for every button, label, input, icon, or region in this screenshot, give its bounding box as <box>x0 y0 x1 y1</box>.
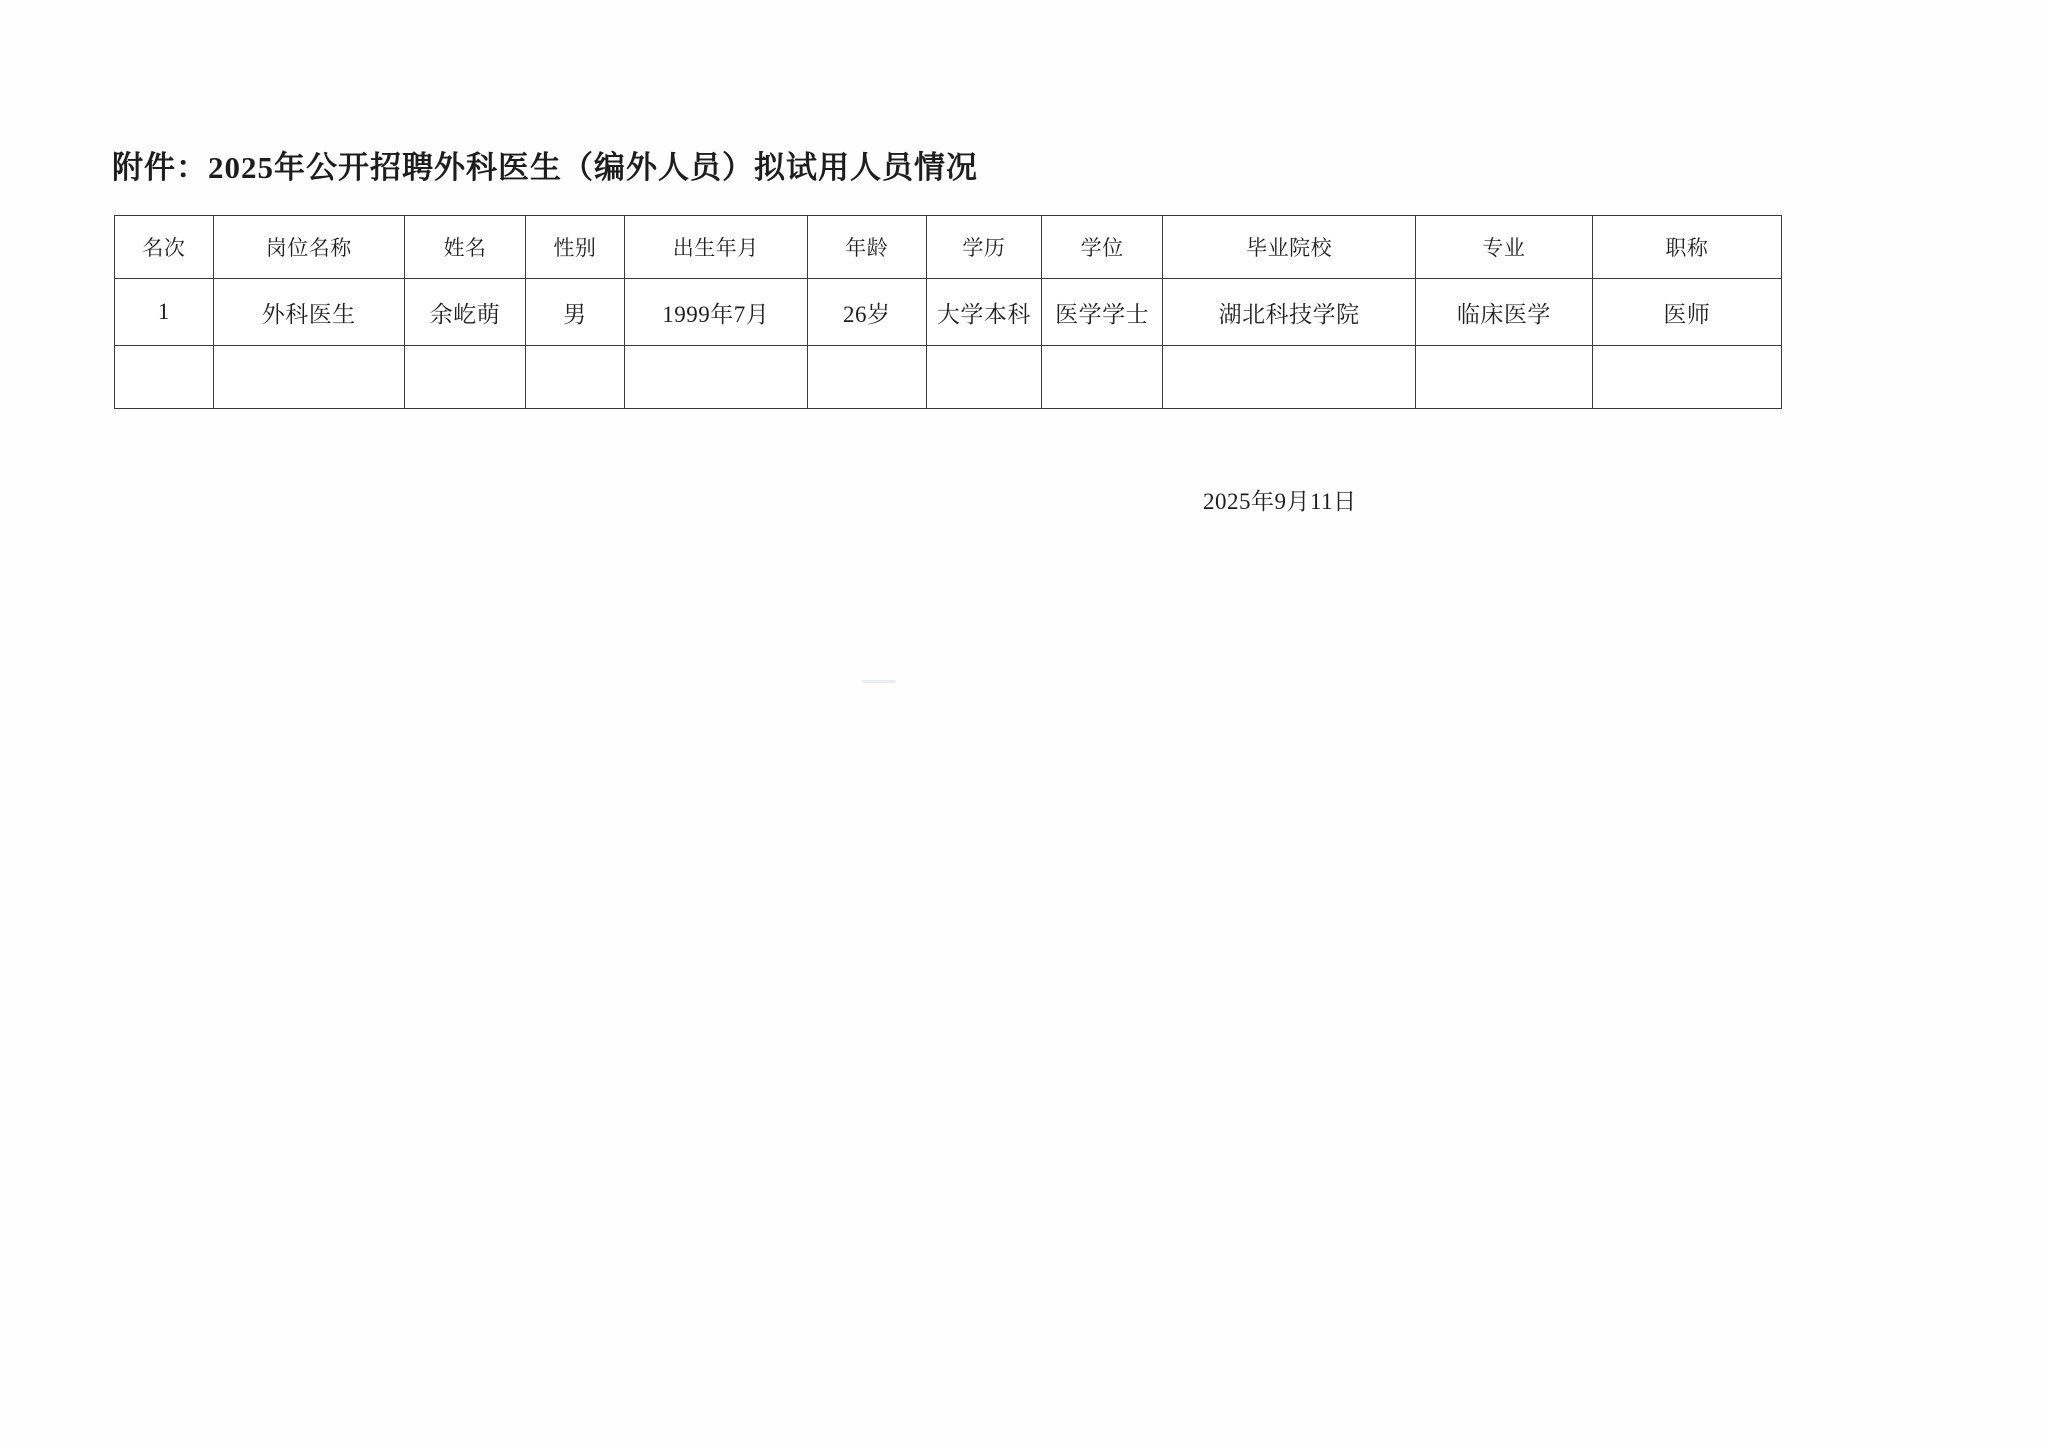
cell-rank: 1 <box>115 279 214 346</box>
cell-rank <box>115 346 214 409</box>
cell-age: 26岁 <box>807 279 926 346</box>
table-header-row <box>115 216 1782 279</box>
page-title: 附件：2025年公开招聘外科医生（编外人员）拟试用人员情况 <box>112 150 978 185</box>
column-header-degree: 学位 <box>1041 216 1162 279</box>
personnel-table-container <box>114 215 1782 409</box>
column-header-position: 岗位名称 <box>213 216 404 279</box>
cell-position: 外科医生 <box>213 279 404 346</box>
column-header-school: 毕业院校 <box>1163 216 1416 279</box>
document-date: 2025年9月11日 <box>1203 489 1357 514</box>
cell-title: 医师 <box>1592 279 1781 346</box>
cell-name <box>404 346 525 409</box>
scan-artifact-mark <box>862 680 896 683</box>
column-header-title: 职称 <box>1592 216 1781 279</box>
cell-education: 大学本科 <box>926 279 1041 346</box>
cell-degree <box>1041 346 1162 409</box>
column-header-rank: 名次 <box>115 216 214 279</box>
personnel-table <box>114 215 1782 409</box>
column-header-birth: 出生年月 <box>624 216 807 279</box>
cell-gender: 男 <box>526 279 625 346</box>
column-header-major: 专业 <box>1416 216 1593 279</box>
cell-age <box>807 346 926 409</box>
cell-birth <box>624 346 807 409</box>
column-header-education: 学历 <box>926 216 1041 279</box>
column-header-gender: 性别 <box>526 216 625 279</box>
cell-major: 临床医学 <box>1416 279 1593 346</box>
cell-major <box>1416 346 1593 409</box>
cell-birth: 1999年7月 <box>624 279 807 346</box>
cell-school <box>1163 346 1416 409</box>
cell-school: 湖北科技学院 <box>1163 279 1416 346</box>
cell-degree: 医学学士 <box>1041 279 1162 346</box>
cell-title <box>1592 346 1781 409</box>
cell-gender <box>526 346 625 409</box>
column-header-age: 年龄 <box>807 216 926 279</box>
cell-position <box>213 346 404 409</box>
table-row <box>115 346 1782 409</box>
cell-name: 余屹萌 <box>404 279 525 346</box>
cell-education <box>926 346 1041 409</box>
column-header-name: 姓名 <box>404 216 525 279</box>
table-row <box>115 279 1782 346</box>
